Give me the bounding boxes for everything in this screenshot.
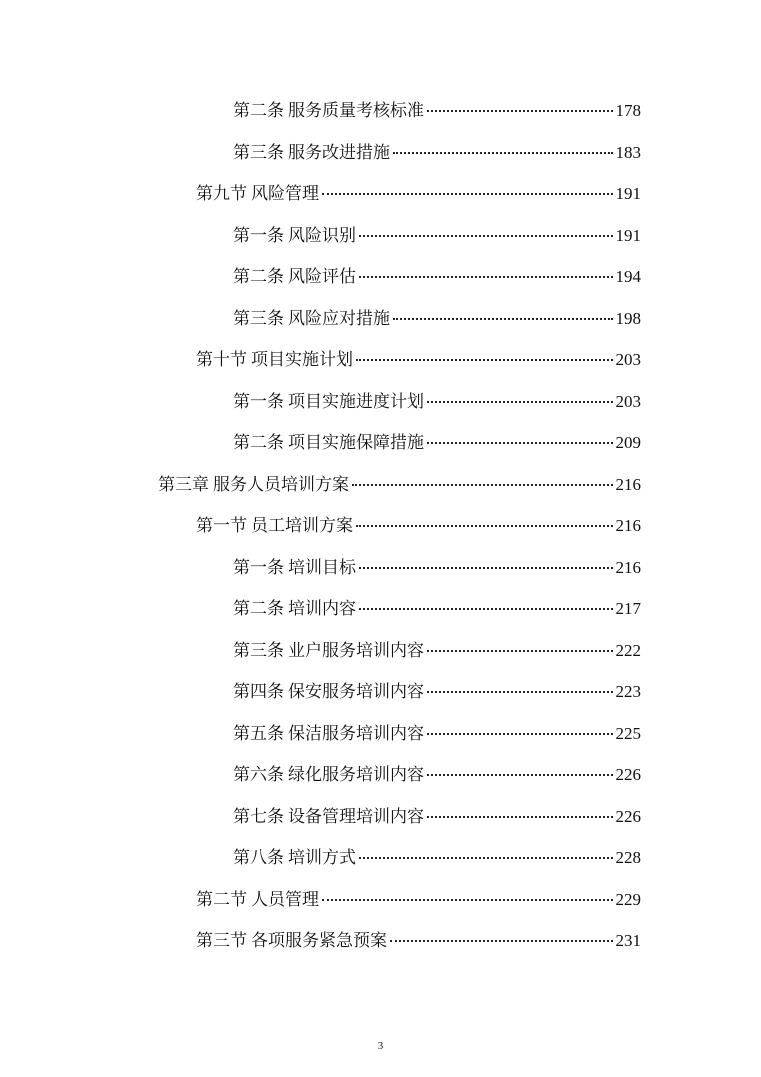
dot-leader	[356, 525, 613, 527]
toc-entry-number: 第一条	[233, 225, 284, 246]
toc-entry-title: 保安服务培训内容	[288, 682, 424, 703]
toc-entry-title: 风险识别	[288, 225, 356, 246]
toc-entry-number: 第四条	[233, 682, 284, 703]
toc-entry-page: 198	[615, 308, 641, 328]
dot-leader	[359, 235, 613, 237]
toc-entry[interactable]	[0, 379, 761, 421]
toc-entry-title: 绿化服务培训内容	[288, 765, 424, 786]
toc-entry[interactable]	[0, 835, 761, 877]
dot-leader	[427, 650, 613, 652]
dot-leader	[427, 691, 613, 693]
toc-entry-page: 209	[615, 433, 641, 453]
toc-entry-page: 178	[615, 101, 641, 121]
toc-entry[interactable]	[0, 711, 761, 753]
toc-entry-title: 保洁服务培训内容	[288, 723, 424, 744]
toc-entry-page: 231	[615, 931, 641, 951]
toc-entry-page: 216	[615, 557, 641, 577]
toc-entry-number: 第二条	[233, 101, 284, 122]
toc-entry-number: 第二条	[233, 267, 284, 288]
dot-leader	[359, 857, 613, 859]
toc-entry[interactable]	[0, 877, 761, 919]
dot-leader	[359, 608, 613, 610]
toc-entry-page: 225	[615, 723, 641, 743]
toc-entry-page: 194	[615, 267, 641, 287]
toc-entry[interactable]	[0, 918, 761, 960]
dot-leader	[359, 276, 613, 278]
toc-entry-number: 第十节	[196, 350, 247, 371]
toc-entry-title: 各项服务紧急预案	[251, 931, 387, 952]
dot-leader	[359, 567, 613, 569]
dot-leader	[393, 152, 613, 154]
dot-leader	[427, 401, 613, 403]
dot-leader	[427, 816, 613, 818]
toc-entry-number: 第三条	[233, 640, 284, 661]
toc-entry-title: 培训内容	[288, 599, 356, 620]
toc-entry-page: 226	[615, 765, 641, 785]
toc-entry[interactable]	[0, 254, 761, 296]
toc-entry[interactable]	[0, 337, 761, 379]
toc-entry-title: 风险应对措施	[288, 308, 390, 329]
toc-entry-page: 226	[615, 806, 641, 826]
toc-entry-title: 服务人员培训方案	[213, 474, 349, 495]
toc-entry-page: 216	[615, 474, 641, 494]
toc-entry-title: 业户服务培训内容	[288, 640, 424, 661]
toc-entry[interactable]	[0, 462, 761, 504]
toc-entry-page: 183	[615, 142, 641, 162]
toc-entry-number: 第二节	[196, 889, 247, 910]
toc-entry[interactable]	[0, 752, 761, 794]
toc-entry-number: 第九节	[196, 184, 247, 205]
toc-entry-number: 第八条	[233, 848, 284, 869]
toc-entry-page: 228	[615, 848, 641, 868]
toc-entry-page: 222	[615, 640, 641, 660]
toc-entry-number: 第一节	[196, 516, 247, 537]
toc-entry-number: 第二条	[233, 599, 284, 620]
toc-entry[interactable]	[0, 130, 761, 172]
toc-entry-page: 223	[615, 682, 641, 702]
toc-entry[interactable]	[0, 586, 761, 628]
toc-entry-title: 员工培训方案	[251, 516, 353, 537]
toc-entry-page: 191	[615, 184, 641, 204]
toc-entry[interactable]	[0, 669, 761, 711]
page-number: 3	[377, 1040, 384, 1052]
toc-entry[interactable]	[0, 794, 761, 836]
toc-entry-number: 第一条	[233, 391, 284, 412]
dot-leader	[322, 899, 613, 901]
dot-leader	[427, 442, 613, 444]
toc-entry-title: 培训目标	[288, 557, 356, 578]
toc-entry-title: 服务质量考核标准	[288, 101, 424, 122]
toc-entry-page: 216	[615, 516, 641, 536]
dot-leader	[390, 940, 613, 942]
dot-leader	[393, 318, 613, 320]
toc-entry-title: 项目实施进度计划	[288, 391, 424, 412]
toc-entry[interactable]	[0, 420, 761, 462]
toc-entry-page: 217	[615, 599, 641, 619]
toc-entry-page: 229	[615, 889, 641, 909]
toc-entry-number: 第七条	[233, 806, 284, 827]
toc-entry-page: 191	[615, 225, 641, 245]
table-of-contents	[0, 88, 761, 960]
toc-entry-title: 设备管理培训内容	[288, 806, 424, 827]
toc-entry-title: 项目实施保障措施	[288, 433, 424, 454]
dot-leader	[427, 774, 613, 776]
dot-leader	[427, 733, 613, 735]
dot-leader	[322, 193, 613, 195]
dot-leader	[352, 484, 613, 486]
toc-entry-number: 第二条	[233, 433, 284, 454]
dot-leader	[427, 110, 613, 112]
toc-entry-page: 203	[615, 350, 641, 370]
toc-entry-title: 培训方式	[288, 848, 356, 869]
toc-entry[interactable]	[0, 628, 761, 670]
toc-entry-number: 第三节	[196, 931, 247, 952]
toc-entry-title: 人员管理	[251, 889, 319, 910]
toc-entry[interactable]	[0, 545, 761, 587]
toc-entry-page: 203	[615, 391, 641, 411]
toc-entry[interactable]	[0, 171, 761, 213]
dot-leader	[356, 359, 613, 361]
toc-entry[interactable]	[0, 88, 761, 130]
toc-entry-number: 第三条	[233, 142, 284, 163]
toc-entry-title: 服务改进措施	[288, 142, 390, 163]
toc-entry-number: 第三章	[158, 474, 209, 495]
toc-entry-number: 第六条	[233, 765, 284, 786]
toc-entry-number: 第五条	[233, 723, 284, 744]
toc-entry-title: 风险评估	[288, 267, 356, 288]
toc-entry-title: 项目实施计划	[251, 350, 353, 371]
toc-entry[interactable]	[0, 503, 761, 545]
toc-entry-title: 风险管理	[251, 184, 319, 205]
toc-entry-number: 第一条	[233, 557, 284, 578]
toc-entry[interactable]	[0, 213, 761, 255]
toc-entry-number: 第三条	[233, 308, 284, 329]
toc-entry[interactable]	[0, 296, 761, 338]
